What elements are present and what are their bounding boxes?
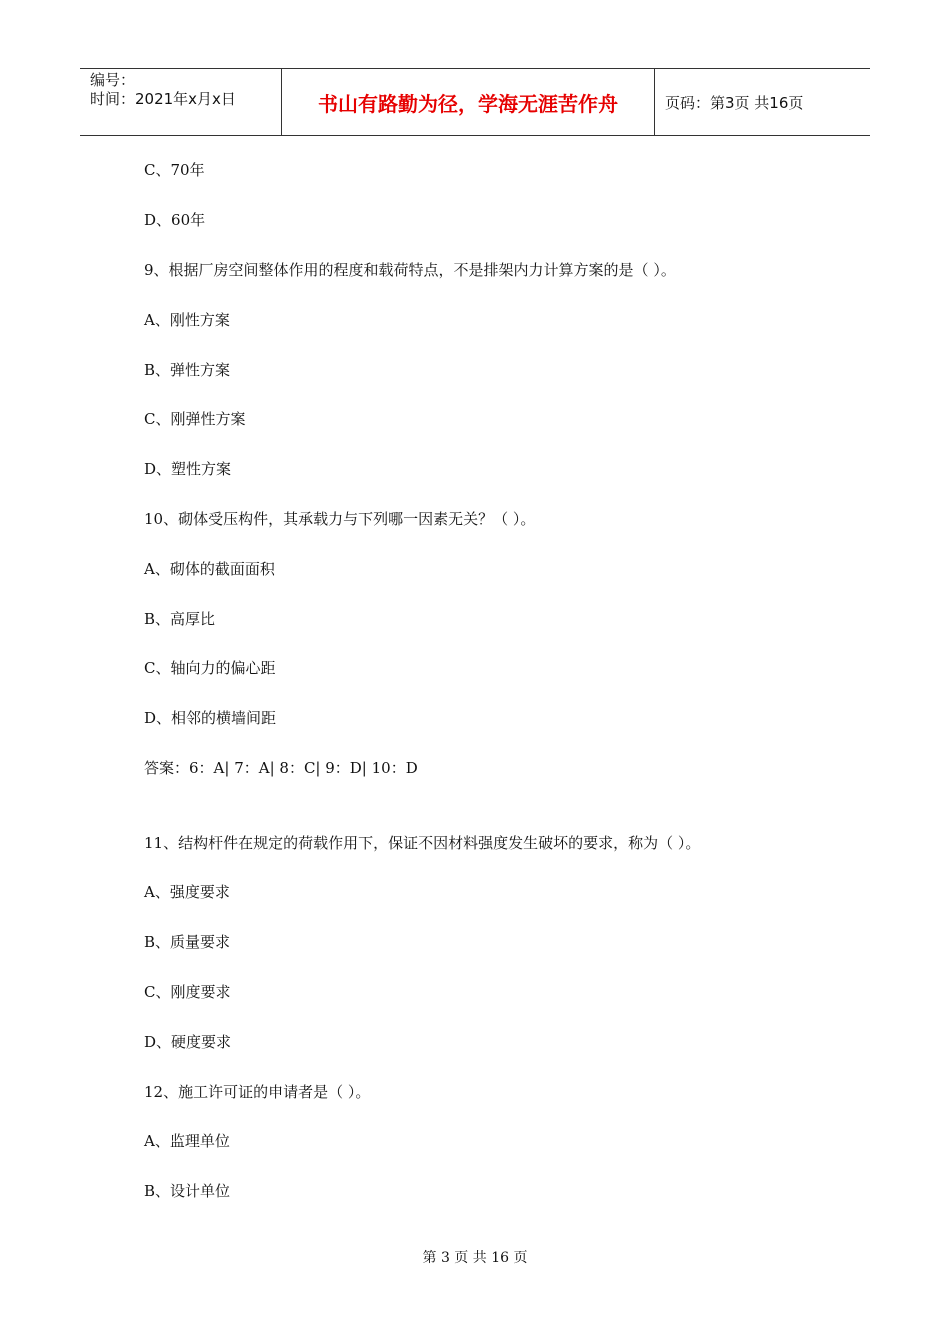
option-a-q11: A、强度要求 — [144, 883, 230, 901]
answer-key: 答案：6：A| 7：A| 8：C| 9：D| 10：D — [144, 759, 418, 777]
option-d-q9: D、塑性方案 — [144, 460, 232, 478]
page-footer: 第 3 页 共 16 页 — [422, 1250, 528, 1266]
question-9: 9、根据厂房空间整体作用的程度和载荷特点，不是排架内力计算方案的是（ ）。 — [144, 261, 676, 279]
document-date: 时间：2021年x月x日 — [90, 90, 236, 108]
header-meta — [80, 69, 282, 135]
option-b-q12: B、设计单位 — [144, 1182, 231, 1200]
option-b-q9: B、弹性方案 — [144, 361, 231, 379]
page-header — [80, 68, 870, 136]
option-a-q10: A、砌体的截面面积 — [144, 560, 275, 578]
option-c-q9: C、刚弹性方案 — [144, 410, 246, 428]
document-number-label: 编号： — [90, 71, 136, 89]
header-page-info: 页码：第3页 共16页 — [665, 93, 804, 112]
option-a-q12: A、监理单位 — [144, 1132, 230, 1150]
question-12: 12、施工许可证的申请者是（ ）。 — [144, 1083, 371, 1101]
option-c-q10: C、轴向力的偏心距 — [144, 659, 276, 677]
option-b-q11: B、质量要求 — [144, 933, 231, 951]
option-d-q11: D、硬度要求 — [144, 1033, 232, 1051]
option-a-q9: A、刚性方案 — [144, 311, 230, 329]
question-10: 10、砌体受压构件，其承载力与下列哪一因素无关？（ ）。 — [144, 510, 536, 528]
option-c-q11: C、刚度要求 — [144, 983, 231, 1001]
option-d-q10: D、相邻的横墙间距 — [144, 709, 277, 727]
option-b-q10: B、高厚比 — [144, 610, 216, 628]
option-d-q8: D、60年 — [144, 211, 206, 229]
question-11: 11、结构杆件在规定的荷载作用下，保证不因材料强度发生破坏的要求，称为（ ）。 — [144, 834, 701, 852]
header-motto: 书山有路勤为径，学海无涯苦作舟 — [282, 69, 655, 135]
option-c-q8: C、70年 — [144, 161, 205, 179]
